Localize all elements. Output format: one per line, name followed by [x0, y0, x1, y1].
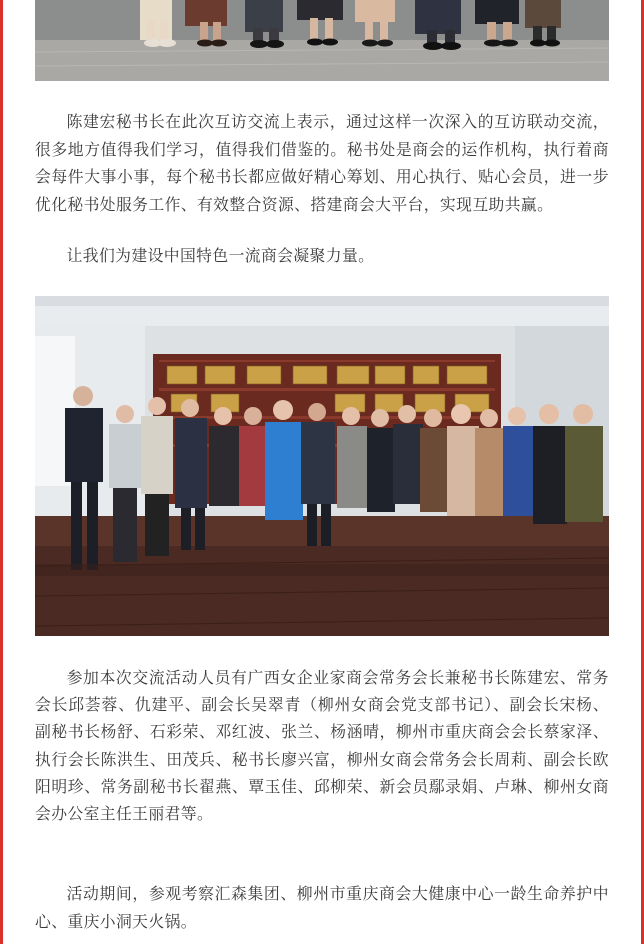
left-red-border [0, 0, 3, 944]
paragraph-participants: 参加本次交流活动人员有广西女企业家商会常务会长兼秘书长陈建宏、常务会长邱荟蓉、仇建平、副会长吴翠青（柳州女商会党支部书记）、副会长宋杨、副秘书长杨舒、石彩荣、邓红波、张兰、杨涵晴，柳州市重庆商会会长蔡家泽、执行会长陈洪生、田茂兵、秘书长廖兴富，柳州女商会常务会长周莉、副会长欧阳明珍、常务副秘书长翟燕、覃玉佳、邱柳荣、新会员鄢录娟、卢琳、柳州女商会办公室主任王丽君等。 [35, 668, 609, 824]
paragraph-slogan: 让我们为建设中国特色一流商会凝聚力量。 [66, 246, 375, 265]
group-photo-top [35, 0, 609, 81]
paragraph-activities: 活动期间，参观考察汇森集团、柳州市重庆商会大健康中心一龄生命养护中心、重庆小洞天火锅。 [35, 884, 609, 931]
group-photo [35, 296, 609, 636]
paragraph-speech: 陈建宏秘书长在此次互访交流上表示，通过这样一次深入的互访联动交流，很多地方值得我们学习，值得我们借鉴的。秘书处是商会的运作机构，执行着商会每件大事小事，每个秘书长都应做好精心筹划、用心执行、贴心会员，进一步优化秘书处服务工作、有效整合资源、搭建商会大平台，实现互助共赢。 [35, 112, 609, 214]
